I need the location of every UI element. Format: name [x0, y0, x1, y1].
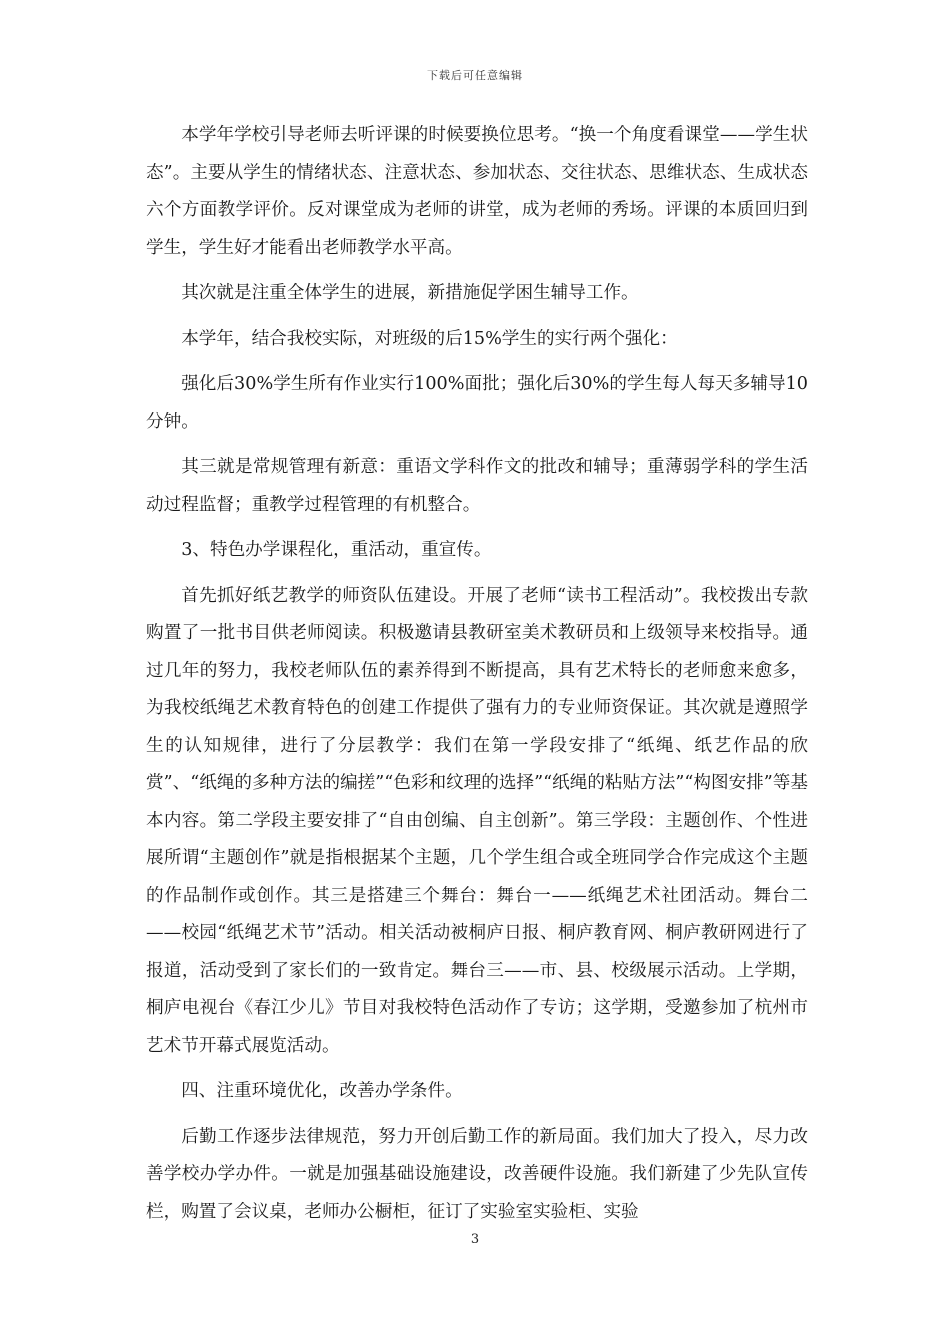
paragraph-all-students: 其次就是注重全体学生的进展，新措施促学困生辅导工作。: [181, 283, 639, 303]
document-body: [146, 117, 808, 1239]
page-header: 下载后可任意编辑: [427, 69, 523, 82]
page-number: 3: [470, 1232, 480, 1247]
paragraph-evaluation: 本学年学校引导老师去听评课的时候要换位思考。“换一个角度看课堂——学生状态”。主要从学生的情绪状态、注意状态、参加状态、交往状态、思维状态、生成状态六个方面教学评价。反对课堂成为老师的讲堂，成为老师的秀场。评课的本质回归到学生，学生好才能看出老师教学水平高。: [146, 125, 808, 258]
paragraph-paper-art: 首先抓好纸艺教学的师资队伍建设。开展了老师“读书工程活动”。我校拨出专款购置了一批书目供老师阅读。积极邀请县教研室美术教研员和上级领导来校指导。通过几年的努力，我校老师队伍的素养得到不断提高，具有艺术特长的老师愈来愈多，为我校纸绳艺术教育特色的创建工作提供了强有力的专业师资保证。其次就是遵照学生的认知规律，进行了分层教学：我们在第一学段安排了“纸绳、纸艺作品的欣赏”、“纸绳的多种方法的编搓”“色彩和纹理的选择”“纸绳的粘贴方法”“构图安排”等基本内容。第二学段主要安排了“自由创编、自主创新”。第三学段：主题创作、个性进展所谓“主题创作”就是指根据某个主题，几个学生组合或全班同学合作完成这个主题的作品制作或创作。其三是搭建三个舞台：舞台一——纸绳艺术社团活动。舞台二——校园“纸绳艺术节”活动。相关活动被桐庐日报、桐庐教育网、桐庐教研网进行了报道，活动受到了家长们的一致肯定。舞台三——市、县、校级展示活动。上学期，桐庐电视台《春江少儿》节目对我校特色活动作了专访；这学期，受邀参加了杭州市艺术节开幕式展览活动。: [146, 585, 808, 1056]
paragraph-reinforcement-detail: 强化后30%学生所有作业实行100%面批；强化后30%的学生每人每天多辅导10分钟。: [146, 374, 808, 432]
section-heading-3: 3、特色办学课程化，重活动，重宣传。: [181, 540, 492, 560]
section-heading-4: 四、注重环境优化，改善办学条件。: [181, 1081, 463, 1101]
paragraph-two-reinforcements: 本学年，结合我校实际，对班级的后15%学生的实行两个强化：: [181, 328, 678, 349]
paragraph-routine-management: 其三就是常规管理有新意：重语文学科作文的批改和辅导；重薄弱学科的学生活动过程监督；重教学过程管理的有机整合。: [146, 457, 808, 515]
paragraph-logistics: 后勤工作逐步法律规范，努力开创后勤工作的新局面。我们加大了投入，尽力改善学校办学办件。一就是加强基础设施建设，改善硬件设施。我们新建了少先队宣传栏，购置了会议桌，老师办公橱柜，征订了实验室实验柜、实验: [146, 1126, 808, 1222]
